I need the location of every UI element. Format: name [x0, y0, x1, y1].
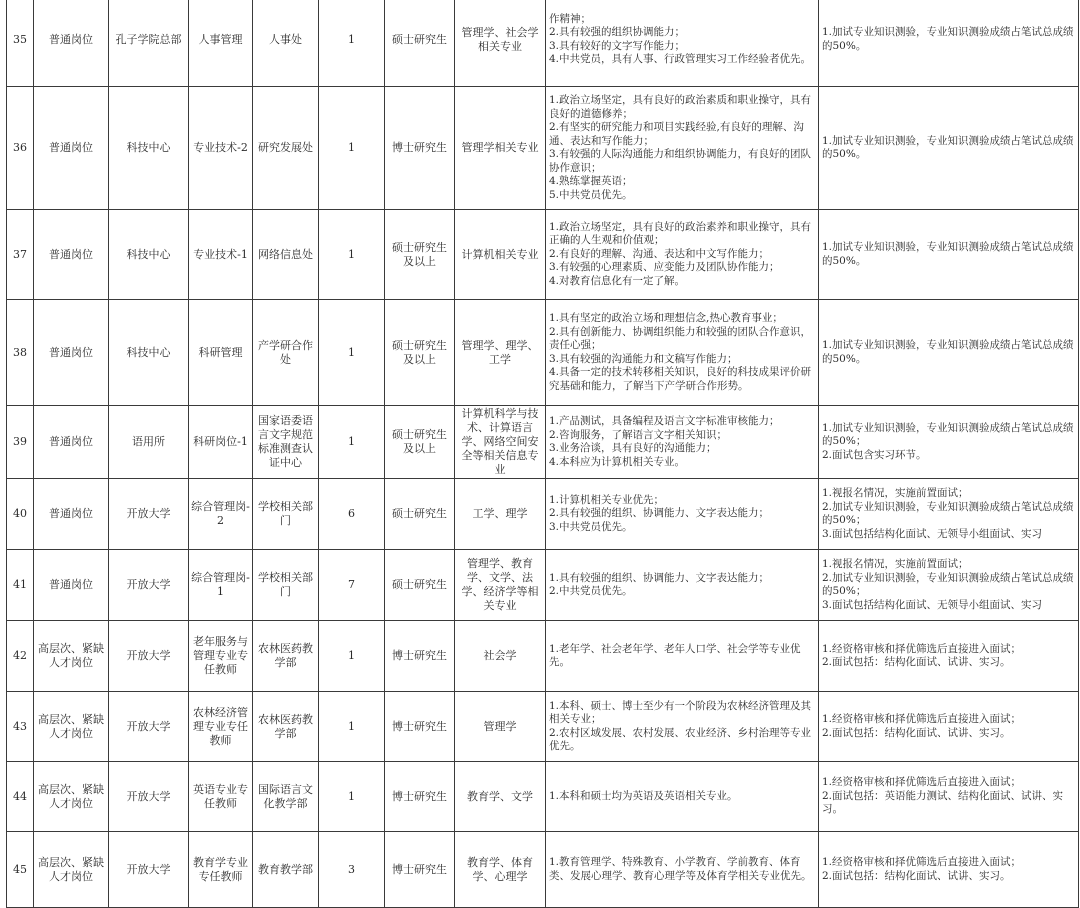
cell-education: 博士研究生	[385, 621, 455, 692]
cell-major: 管理学、教育学、文学、法学、经济学等相关专业	[455, 550, 546, 621]
requirement-line: 3.业务洽谈，具有良好的沟通能力；	[549, 442, 717, 454]
cell-number: 42	[7, 621, 34, 692]
cell-major: 工学、理学	[455, 479, 546, 550]
cell-requirements	[546, 479, 819, 550]
cell-major: 管理学、理学、工学	[455, 300, 546, 406]
table-row	[7, 479, 1079, 550]
cell-requirements	[546, 762, 819, 832]
exam-line: 1.经资格审核和择优筛选后直接进入面试；	[822, 776, 1022, 789]
requirement-line: 4.中共党员，具有人事、行政管理实习工作经验者优先。	[549, 53, 812, 65]
cell-employer: 语用所	[109, 406, 189, 479]
cell-exam-method	[819, 300, 1079, 406]
cell-post-name: 综合管理岗-1	[189, 550, 253, 621]
cell-number: 35	[7, 0, 34, 87]
cell-headcount: 7	[319, 550, 385, 621]
cell-requirements	[546, 621, 819, 692]
requirement-line: 2.有坚实的研究能力和项目实践经验,有良好的理解、沟通、表达和写作能力；	[549, 121, 804, 147]
requirement-line: 1.本科和硕士均为英语及英语相关专业。	[549, 789, 738, 802]
cell-requirements	[546, 210, 819, 300]
requirement-line: 1.具有较强的组织、协调能力、文字表达能力；	[549, 571, 770, 584]
cell-education: 硕士研究生及以上	[385, 210, 455, 300]
exam-line: 1.加试专业知识测验，专业知识测验成绩占笔试总成绩的50%；	[822, 421, 1074, 448]
cell-major: 管理学、社会学相关专业	[455, 0, 546, 87]
exam-line: 1.视报名情况，实施前置面试；	[822, 558, 969, 570]
cell-employer: 开放大学	[109, 832, 189, 908]
exam-line: 1.加试专业知识测验，专业知识测验成绩占笔试总成绩的50%。	[822, 134, 1074, 160]
cell-education: 硕士研究生及以上	[385, 300, 455, 406]
cell-major: 教育学、体育学、心理学	[455, 832, 546, 908]
cell-headcount: 1	[319, 87, 385, 210]
cell-headcount: 1	[319, 210, 385, 300]
exam-line: 3.面试包括结构化面试、无领导小组面试、实习	[822, 527, 1043, 540]
table-body	[7, 0, 1079, 908]
table-row	[7, 762, 1079, 832]
exam-line: 2.面试包括：英语能力测试、结构化面试、试讲、实习。	[822, 789, 1064, 816]
cell-requirements	[546, 300, 819, 406]
cell-post-name: 老年服务与管理专业专任教师	[189, 621, 253, 692]
cell-number: 43	[7, 692, 34, 762]
cell-number: 45	[7, 832, 34, 908]
exam-line: 2.面试包括：结构化面试、试讲、实习。	[822, 869, 1011, 882]
requirement-line: 1.产品测试，具备编程及语言文字标准审核能力；	[549, 415, 780, 427]
table-row	[7, 550, 1079, 621]
exam-line: 1.经资格审核和择优筛选后直接进入面试；	[822, 713, 1022, 725]
requirement-line: 1.本科、硕士、博士至少有一个阶段为农林经济管理及其相关专业；	[549, 699, 812, 725]
requirement-line: 4.对教育信息化有一定了解。	[549, 274, 686, 287]
cell-requirements	[546, 692, 819, 762]
cell-headcount: 1	[319, 0, 385, 87]
cell-position-type: 高层次、紧缺人才岗位	[34, 621, 109, 692]
cell-major: 教育学、文学	[455, 762, 546, 832]
table-row	[7, 210, 1079, 300]
cell-position-type: 高层次、紧缺人才岗位	[34, 762, 109, 832]
table-row	[7, 0, 1079, 87]
cell-department: 人事处	[253, 0, 319, 87]
recruitment-table	[6, 0, 1079, 908]
cell-employer: 开放大学	[109, 479, 189, 550]
cell-major: 计算机科学与技术、计算语言学、网络空间安全等相关信息专业	[455, 406, 546, 479]
cell-position-type: 高层次、紧缺人才岗位	[34, 832, 109, 908]
cell-major: 社会学	[455, 621, 546, 692]
cell-employer: 开放大学	[109, 550, 189, 621]
exam-line: 1.经资格审核和择优筛选后直接进入面试；	[822, 856, 1022, 868]
cell-number: 36	[7, 87, 34, 210]
cell-post-name: 教育学专业专任教师	[189, 832, 253, 908]
requirement-line: 2.具有较强的组织、协调能力、文字表达能力；	[549, 507, 770, 520]
exam-line: 1.经资格审核和择优筛选后直接进入面试；	[822, 642, 1022, 655]
cell-headcount: 1	[319, 762, 385, 832]
cell-education: 博士研究生	[385, 87, 455, 210]
table-row	[7, 832, 1079, 908]
cell-department: 国家语委语言文字规范标准测查认证中心	[253, 406, 319, 479]
requirement-line: 3.具有较强的沟通能力和文稿写作能力；	[549, 352, 738, 365]
cell-department: 教育教学部	[253, 832, 319, 908]
cell-exam-method	[819, 406, 1079, 479]
cell-position-type: 普通岗位	[34, 87, 109, 210]
exam-line: 1.视报名情况，实施前置面试；	[822, 487, 969, 499]
table-row	[7, 692, 1079, 762]
cell-post-name: 科研管理	[189, 300, 253, 406]
cell-major: 计算机相关专业	[455, 210, 546, 300]
exam-line: 1.加试专业知识测验，专业知识测验成绩占笔试总成绩的50%。	[822, 339, 1074, 365]
cell-post-name: 人事管理	[189, 0, 253, 87]
requirement-line: 2.有良好的理解、沟通、表达和中文写作能力；	[549, 247, 770, 260]
cell-education: 博士研究生	[385, 762, 455, 832]
cell-department: 国际语言文化教学部	[253, 762, 319, 832]
cell-position-type: 普通岗位	[34, 300, 109, 406]
cell-department: 研究发展处	[253, 87, 319, 210]
cell-position-type: 普通岗位	[34, 479, 109, 550]
cell-post-name: 农林经济管理专业专任教师	[189, 692, 253, 762]
cell-headcount: 1	[319, 300, 385, 406]
cell-employer: 开放大学	[109, 762, 189, 832]
cell-education: 博士研究生	[385, 692, 455, 762]
requirement-line: 3.中共党员优先。	[549, 520, 633, 533]
cell-exam-method	[819, 832, 1079, 908]
cell-number: 41	[7, 550, 34, 621]
table-row	[7, 621, 1079, 692]
cell-employer: 科技中心	[109, 87, 189, 210]
cell-education: 硕士研究生	[385, 550, 455, 621]
cell-post-name: 综合管理岗-2	[189, 479, 253, 550]
cell-position-type: 普通岗位	[34, 210, 109, 300]
exam-line: 2.加试专业知识测验，专业知识测验成绩占笔试总成绩的50%；	[822, 500, 1074, 526]
cell-department: 网络信息处	[253, 210, 319, 300]
cell-exam-method	[819, 550, 1079, 621]
cell-post-name: 英语专业专任教师	[189, 762, 253, 832]
cell-employer: 科技中心	[109, 210, 189, 300]
cell-headcount: 1	[319, 406, 385, 479]
requirement-line: 5.中共党员优先。	[549, 188, 633, 201]
cell-education: 硕士研究生及以上	[385, 406, 455, 479]
cell-employer: 开放大学	[109, 692, 189, 762]
cell-department: 农林医药教学部	[253, 692, 319, 762]
requirement-line: 作精神；	[549, 12, 591, 25]
cell-exam-method	[819, 210, 1079, 300]
requirement-line: 3.具有较好的文字写作能力；	[549, 39, 686, 52]
recruitment-table-page	[6, 0, 1080, 906]
table-row	[7, 300, 1079, 406]
requirement-line: 4.熟练掌握英语；	[549, 175, 633, 187]
requirement-line: 4.本科应为计算机相关专业。	[549, 455, 686, 468]
table-row	[7, 406, 1079, 479]
requirement-line: 2.具有较强的组织协调能力；	[549, 26, 686, 38]
requirement-line: 2.农村区域发展、农村发展、农业经济、乡村治理等专业优先。	[549, 726, 812, 752]
cell-number: 37	[7, 210, 34, 300]
cell-employer: 科技中心	[109, 300, 189, 406]
requirement-line: 3.有较强的心理素质、应变能力及团队协作能力；	[549, 261, 780, 274]
cell-post-name: 专业技术-2	[189, 87, 253, 210]
cell-position-type: 普通岗位	[34, 550, 109, 621]
cell-exam-method	[819, 479, 1079, 550]
cell-education: 硕士研究生	[385, 0, 455, 87]
requirement-line: 1.具有坚定的政治立场和理想信念,热心教育事业；	[549, 312, 783, 324]
cell-requirements	[546, 87, 819, 210]
cell-number: 44	[7, 762, 34, 832]
cell-education: 博士研究生	[385, 832, 455, 908]
requirement-line: 1.老年学、社会老年学、老年人口学、社会学等专业优先。	[549, 642, 801, 668]
cell-employer: 孔子学院总部	[109, 0, 189, 87]
requirement-line: 3.有较强的人际沟通能力和组织协调能力，有良好的团队协作意识；	[549, 148, 812, 174]
cell-employer: 开放大学	[109, 621, 189, 692]
cell-post-name: 专业技术-1	[189, 210, 253, 300]
cell-number: 38	[7, 300, 34, 406]
exam-line: 2.加试专业知识测验，专业知识测验成绩占笔试总成绩的50%；	[822, 571, 1074, 597]
cell-department: 产学研合作处	[253, 300, 319, 406]
cell-requirements	[546, 406, 819, 479]
cell-exam-method	[819, 87, 1079, 210]
cell-exam-method	[819, 0, 1079, 87]
cell-exam-method	[819, 621, 1079, 692]
exam-line: 1.加试专业知识测验，专业知识测验成绩占笔试总成绩的50%。	[822, 26, 1074, 52]
requirement-line: 2.中共党员优先。	[549, 585, 633, 597]
exam-line: 3.面试包括结构化面试、无领导小组面试、实习	[822, 598, 1043, 611]
cell-position-type: 普通岗位	[34, 0, 109, 87]
requirement-line: 2.具有创新能力、协调组织能力和较强的团队合作意识，责任心强；	[549, 325, 812, 351]
cell-number: 39	[7, 406, 34, 479]
cell-position-type: 普通岗位	[34, 406, 109, 479]
cell-position-type: 高层次、紧缺人才岗位	[34, 692, 109, 762]
requirement-line: 1.计算机相关专业优先；	[549, 493, 665, 506]
requirement-line: 1.教育管理学、特殊教育、小学教育、学前教育、体育类、发展心理学、教育心理学等及体育学相关专业优先。	[549, 856, 812, 882]
cell-number: 40	[7, 479, 34, 550]
requirement-line: 4.具备一定的技术转移相关知识，良好的科技成果评价研究基础和能力，了解当下产学研合作形势。	[549, 366, 812, 392]
cell-post-name: 科研岗位-1	[189, 406, 253, 479]
cell-requirements	[546, 832, 819, 908]
cell-exam-method	[819, 692, 1079, 762]
cell-requirements	[546, 0, 819, 87]
exam-line: 1.加试专业知识测验，专业知识测验成绩占笔试总成绩的50%。	[822, 241, 1074, 267]
requirement-line: 1.政治立场坚定，具有良好的政治素养和职业操守，具有正确的人生观和价值观；	[549, 220, 812, 247]
cell-headcount: 1	[319, 621, 385, 692]
cell-department: 学校相关部门	[253, 479, 319, 550]
cell-requirements	[546, 550, 819, 621]
table-row	[7, 87, 1079, 210]
cell-headcount: 1	[319, 692, 385, 762]
cell-department: 农林医药教学部	[253, 621, 319, 692]
cell-department: 学校相关部门	[253, 550, 319, 621]
cell-major: 管理学相关专业	[455, 87, 546, 210]
cell-headcount: 6	[319, 479, 385, 550]
exam-line: 2.面试包括：结构化面试、试讲、实习。	[822, 726, 1011, 739]
cell-major: 管理学	[455, 692, 546, 762]
cell-exam-method	[819, 762, 1079, 832]
requirement-line: 2.咨询服务，了解语言文字相关知识；	[549, 428, 728, 441]
requirement-line: 1.政治立场坚定，具有良好的政治素质和职业操守，具有良好的道德修养；	[549, 94, 812, 120]
cell-education: 硕士研究生	[385, 479, 455, 550]
exam-line: 2.面试包含实习环节。	[822, 448, 927, 461]
exam-line: 2.面试包括：结构化面试、试讲、实习。	[822, 656, 1011, 668]
cell-headcount: 3	[319, 832, 385, 908]
